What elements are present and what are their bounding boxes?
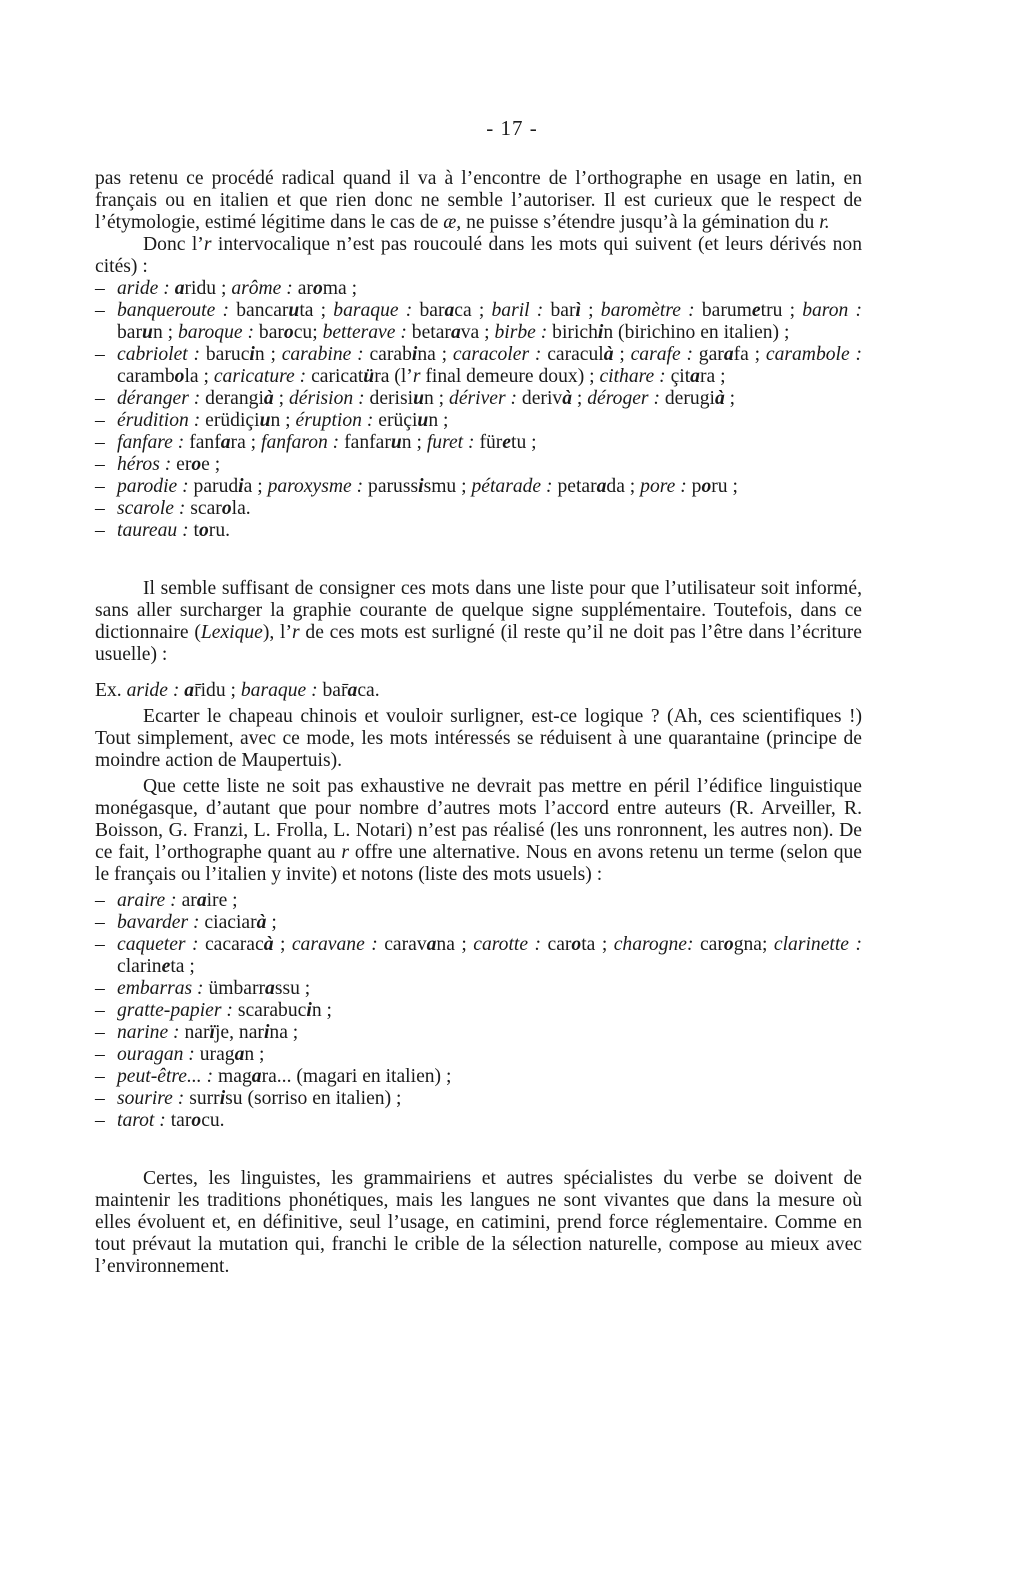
french-term: banqueroute : — [117, 300, 230, 321]
text-run: ; — [613, 344, 631, 365]
stressed-vowel: a — [184, 680, 195, 701]
french-term: carotte : — [473, 934, 542, 955]
french-term: charogne: — [613, 934, 694, 955]
stressed-vowel: o — [191, 454, 202, 475]
text-run: car — [541, 934, 572, 955]
text-run: ire ; — [206, 890, 238, 911]
stressed-vowel: i — [411, 344, 418, 365]
text-run: n ; — [311, 1000, 332, 1021]
dash-bullet: – — [95, 498, 105, 519]
french-term: carafe : — [630, 344, 693, 365]
text-run: clarin — [117, 956, 162, 977]
text-run: caricat — [306, 366, 364, 387]
stressed-vowel: à — [256, 912, 267, 933]
stressed-vowel: a — [690, 366, 700, 387]
dash-bullet: – — [95, 1000, 105, 1021]
stressed-vowel: u — [288, 300, 300, 321]
stressed-vowel: i — [597, 322, 604, 343]
french-term: fanfare : — [117, 432, 185, 453]
text-run: n ; — [423, 388, 450, 409]
stressed-vowel: u — [417, 410, 429, 431]
french-term: déranger : — [117, 388, 201, 409]
stressed-vowel: i — [306, 1000, 312, 1021]
text-run: paruss — [363, 476, 419, 497]
text-run: Que cette liste ne soit pas exhaustive ne devrait pas mettre en péril l’édifice linguistique monégasque, d’autant que pour nombre d’autres mots l’accord entre auteurs (R. Arveiller, R. Boisson, G. Franzi, L. Frolla, L. Notari) n’est pas réalisé (les uns ronronnent, les autres non). De ce fait, l’orthographe quant au — [95, 776, 862, 863]
list-item — [95, 454, 862, 476]
french-term: Lexique — [200, 622, 263, 643]
text-run: ra ; — [230, 432, 262, 453]
text-run: barum — [694, 300, 752, 321]
french-term: paroxysme : — [267, 476, 364, 497]
paragraph — [95, 578, 862, 666]
text-run: ümbarr — [203, 978, 266, 999]
list-item — [95, 978, 862, 1000]
paragraph — [95, 680, 862, 702]
text-run: nar — [179, 1022, 210, 1043]
text-run: gna; — [733, 934, 774, 955]
text-run: smu ; — [423, 476, 472, 497]
stressed-vowel: i — [249, 344, 255, 365]
french-term: r. — [819, 212, 830, 233]
text-run: n (birichino en italien) ; — [603, 322, 790, 343]
french-term: caqueter : — [117, 934, 199, 955]
text-run: bar — [412, 300, 445, 321]
text-run: ra... (magari en italien) ; — [261, 1066, 452, 1087]
stressed-vowel: à — [603, 344, 614, 365]
dash-bullet: – — [95, 410, 105, 431]
dash-bullet: – — [95, 476, 105, 497]
list-item — [95, 1044, 862, 1066]
text-run: ru ; — [711, 476, 738, 497]
stressed-vowel: a — [723, 344, 734, 365]
french-term: araire : — [117, 890, 177, 911]
text-run: n ; — [270, 410, 296, 431]
stressed-vowel: a — [426, 934, 437, 955]
text-run: gar — [692, 344, 724, 365]
stressed-vowel: u — [259, 410, 271, 431]
text-run: cu; — [293, 322, 323, 343]
text-run: ; — [724, 388, 736, 409]
text-run: für — [474, 432, 503, 453]
french-term: fanfaron : — [261, 432, 340, 453]
dash-bullet: – — [95, 454, 105, 475]
french-term: dérision : — [288, 388, 365, 409]
dash-bullet: – — [95, 278, 105, 299]
french-term: narine : — [117, 1022, 180, 1043]
word-list — [95, 890, 862, 1132]
french-term: arôme : — [231, 278, 293, 299]
text-run: Ex. — [95, 680, 127, 701]
list-item — [95, 1000, 862, 1022]
text-run: urag — [194, 1044, 235, 1065]
page-number: - 17 - — [486, 116, 538, 140]
french-term: r — [412, 366, 421, 387]
text-run: tar — [165, 1110, 192, 1131]
text-run: ca. — [357, 680, 380, 701]
french-term: déroger : — [587, 388, 660, 409]
body-text — [95, 168, 862, 1278]
french-term: baraque : — [240, 680, 318, 701]
text-run: ridu ; — [184, 278, 232, 299]
text-run: e ; — [201, 454, 221, 475]
french-term: carabine : — [281, 344, 364, 365]
stressed-vowel: i — [263, 1022, 270, 1043]
stressed-vowel: o — [174, 366, 185, 387]
text-run: n ; — [428, 410, 449, 431]
french-term: carambole : — [765, 344, 862, 365]
stressed-vowel: u — [142, 322, 153, 343]
text-run: je, nar — [214, 1022, 264, 1043]
text-run: çit — [665, 366, 691, 387]
text-run: final demeure doux) ; — [420, 366, 600, 387]
text-run: car — [693, 934, 724, 955]
french-term: pore : — [640, 476, 687, 497]
list-item — [95, 1110, 862, 1132]
stressed-vowel: u — [413, 388, 424, 409]
stressed-vowel: a — [596, 476, 607, 497]
dash-bullet: – — [95, 388, 105, 409]
text-run: ta ; — [581, 934, 614, 955]
text-run: caracul — [541, 344, 604, 365]
stressed-vowel: a — [196, 890, 207, 911]
text-run: ; — [580, 300, 601, 321]
list-item — [95, 300, 862, 344]
text-run: bar̄ — [317, 680, 348, 701]
text-run: da ; — [606, 476, 641, 497]
french-term: baron : — [802, 300, 862, 321]
dash-bullet: – — [95, 890, 105, 911]
french-term: caricature : — [213, 366, 307, 387]
stressed-vowel: ì — [575, 300, 581, 321]
french-term: baril : — [491, 300, 544, 321]
stressed-vowel: a — [444, 300, 455, 321]
text-run: n ; — [152, 322, 178, 343]
stressed-vowel: a — [234, 1044, 245, 1065]
dash-bullet: – — [95, 1088, 105, 1109]
text-run: Donc l’ — [143, 234, 204, 255]
text-run: fanf — [184, 432, 221, 453]
french-term: aride : — [126, 680, 180, 701]
text-run: ra ; — [699, 366, 726, 387]
stressed-vowel: à — [714, 388, 725, 409]
french-term: pétarade : — [471, 476, 553, 497]
french-term: dériver : — [449, 388, 518, 409]
french-term: taureau : — [117, 520, 189, 541]
text-run: carav — [377, 934, 427, 955]
dash-bullet: – — [95, 520, 105, 541]
stressed-vowel: a — [174, 278, 185, 299]
paragraph — [95, 776, 862, 886]
text-run: ; — [273, 388, 289, 409]
stressed-vowel: à — [263, 934, 274, 955]
text-run: betar — [406, 322, 451, 343]
text-run: fa ; — [733, 344, 766, 365]
text-run: ), l’ — [262, 622, 293, 643]
text-run: tu ; — [511, 432, 537, 453]
list-item — [95, 934, 862, 978]
list-item — [95, 476, 862, 498]
french-term: betterave : — [322, 322, 407, 343]
text-run: cu. — [201, 1110, 225, 1131]
french-term: parodie : — [117, 476, 189, 497]
stressed-vowel: a — [220, 432, 231, 453]
text-run: cacarac — [198, 934, 264, 955]
stressed-vowel: i — [418, 476, 424, 497]
list-item — [95, 410, 862, 432]
stressed-vowel: o — [701, 476, 712, 497]
list-item — [95, 1022, 862, 1044]
stressed-vowel: i — [219, 1088, 226, 1109]
spacer — [95, 542, 862, 578]
text-run: ru. — [208, 520, 231, 541]
french-term: cabriolet : — [117, 344, 201, 365]
text-run: n ; — [254, 344, 282, 365]
list-item — [95, 1066, 862, 1088]
text-run: n ; — [244, 1044, 265, 1065]
stressed-vowel: a — [347, 680, 358, 701]
list-item — [95, 344, 862, 388]
french-term: ouragan : — [117, 1044, 195, 1065]
french-term: aride : — [117, 278, 170, 299]
french-term: baraque : — [333, 300, 413, 321]
text-run: r̄idu ; — [194, 680, 241, 701]
list-item — [95, 388, 862, 410]
paragraph — [95, 234, 862, 278]
dash-bullet: – — [95, 1066, 105, 1087]
text-run: ciaciar — [199, 912, 257, 933]
french-term: gratte-papier : — [117, 1000, 233, 1021]
text-run: la. — [231, 498, 251, 519]
french-term: caracoler : — [452, 344, 542, 365]
french-term: clarinette : — [773, 934, 862, 955]
word-list — [95, 278, 862, 542]
text-run: va ; — [460, 322, 495, 343]
text-run: er — [171, 454, 192, 475]
stressed-vowel: o — [221, 498, 232, 519]
french-term: embarras : — [117, 978, 204, 999]
text-run: na ; — [269, 1022, 299, 1043]
spacer — [95, 1132, 862, 1168]
paragraph — [95, 706, 862, 772]
text-run: mag — [213, 1066, 252, 1087]
text-run: ca ; — [454, 300, 492, 321]
text-run: derisi — [364, 388, 414, 409]
text-run: petar — [552, 476, 597, 497]
dash-bullet: – — [95, 344, 105, 365]
text-run: la ; — [184, 366, 214, 387]
dash-bullet: – — [95, 912, 105, 933]
text-run: intervocalique n’est pas roucoulé dans les mots qui suivent (et leurs dérivés non cités) : — [95, 234, 863, 277]
text-run: bar — [543, 300, 576, 321]
stressed-vowel: o — [723, 934, 734, 955]
text-run: caramb — [117, 366, 175, 387]
french-term: scarole : — [117, 498, 186, 519]
french-term: éruption : — [295, 410, 374, 431]
list-item — [95, 432, 862, 454]
list-item — [95, 912, 862, 934]
text-run: tru ; — [760, 300, 803, 321]
stressed-vowel: ü — [363, 366, 375, 387]
stressed-vowel: e — [502, 432, 511, 453]
text-run: bar — [254, 322, 284, 343]
text-run: ma ; — [322, 278, 358, 299]
text-run: ta ; — [299, 300, 334, 321]
text-run: ; — [572, 388, 588, 409]
french-term: héros : — [117, 454, 172, 475]
text-run: parud — [188, 476, 239, 497]
stressed-vowel: à — [263, 388, 274, 409]
spacer — [95, 666, 862, 680]
text-run: fanfar — [339, 432, 391, 453]
text-run: n ; — [401, 432, 427, 453]
text-run: offre une alternative. Nous en avons retenu un terme (selon que le français ou l’italien y invite) et notons (liste des mots usuels) : — [95, 842, 862, 885]
paragraph — [95, 168, 862, 234]
stressed-vowel: a — [251, 1066, 262, 1087]
text-run: carab — [363, 344, 412, 365]
text-run: su (sorriso en italien) ; — [225, 1088, 402, 1109]
text-run: derugi — [659, 388, 715, 409]
stressed-vowel: à — [562, 388, 572, 409]
text-run: baruc — [200, 344, 250, 365]
french-term: peut-être... : — [117, 1066, 214, 1087]
french-term: sourire : — [117, 1088, 185, 1109]
dash-bullet: – — [95, 934, 105, 955]
list-item — [95, 498, 862, 520]
list-item — [95, 1088, 862, 1110]
text-run: erüçi — [373, 410, 418, 431]
french-term: birbe : — [494, 322, 548, 343]
stressed-vowel: e — [161, 956, 171, 977]
french-term: r — [341, 842, 350, 863]
text-run: na ; — [417, 344, 453, 365]
stressed-vowel: a — [265, 978, 275, 999]
french-term: bavarder : — [117, 912, 200, 933]
dash-bullet: – — [95, 978, 105, 999]
french-term: caravane : — [291, 934, 378, 955]
dash-bullet: – — [95, 1022, 105, 1043]
french-term: æ, — [443, 212, 462, 233]
list-item — [95, 278, 862, 300]
stressed-vowel: a — [450, 322, 461, 343]
text-run: Il semble suffisant de consigner ces mots dans une liste pour que l’utilisateur soit informé, sans aller surcharger la graphie courante de quelque signe supplémentaire. Toutefois, dans ce dictionnaire ( — [95, 578, 862, 643]
text-run: ssu ; — [274, 978, 311, 999]
dash-bullet: – — [95, 1110, 105, 1131]
text-run: ; — [266, 912, 277, 933]
stressed-vowel: o — [571, 934, 582, 955]
text-run: t — [188, 520, 199, 541]
stressed-vowel: o — [283, 322, 294, 343]
text-run: na ; — [436, 934, 474, 955]
text-run: ar — [292, 278, 313, 299]
list-item — [95, 890, 862, 912]
paragraph — [95, 1168, 862, 1278]
text-run: Ecarter le chapeau chinois et vouloir surligner, est-ce logique ? (Ah, ces scientifiques !) Tout simplement, avec ce mode, les mots intéressés se réduisent à une quarantaine (principe de moindre action de Maupertuis). — [95, 706, 862, 771]
stressed-vowel: e — [751, 300, 761, 321]
stressed-vowel: i — [238, 476, 244, 497]
stressed-vowel: o — [199, 520, 209, 541]
list-item — [95, 520, 862, 542]
text-run: deriv — [517, 388, 563, 409]
text-run: ; — [273, 934, 292, 955]
french-term: r — [203, 234, 212, 255]
text-run: birich — [547, 322, 598, 343]
text-run: erüdiçi — [200, 410, 260, 431]
dash-bullet: – — [95, 1044, 105, 1065]
text-run: p — [686, 476, 702, 497]
french-term: tarot : — [117, 1110, 166, 1131]
text-run: de ces mots est surligné (il reste qu’il ne doit pas l’être dans l’écriture usuelle) : — [95, 622, 862, 665]
french-term: r — [292, 622, 300, 643]
text-run: a ; — [243, 476, 268, 497]
stressed-vowel: ï — [209, 1022, 215, 1043]
stressed-vowel: u — [390, 432, 402, 453]
text-run: bar — [117, 322, 143, 343]
text-run: derangi — [200, 388, 264, 409]
text-run: surr — [184, 1088, 220, 1109]
text-run: Certes, les linguistes, les grammairiens et autres spécialistes du verbe se doivent de maintenir les traditions phonétiques, mais les langues ne sont vivantes que dans la mesure où elles évoluent et, en définitive, seul l’usage, en catimini, prend force réglementaire. Comme en tout prévaut la mutation qui, franchi le crible de la sélection naturelle, compose au mieux avec l’environnement. — [95, 1168, 862, 1277]
text-run: ar — [176, 890, 197, 911]
dash-bullet: – — [95, 432, 105, 453]
text-run: bancar — [229, 300, 289, 321]
french-term: cithare : — [599, 366, 666, 387]
text-run: ta ; — [170, 956, 195, 977]
stressed-vowel: o — [312, 278, 323, 299]
french-term: furet : — [426, 432, 475, 453]
text-run: pas retenu ce procédé radical quand il va à l’encontre de l’orthographe en usage en latin, en français ou en italien et que rien donc ne semble l’autoriser. Il est curieux que le respect de l’étymologie, estimé légitime dans le cas de — [95, 168, 862, 233]
french-term: baromètre : — [600, 300, 695, 321]
french-term: baroque : — [177, 322, 254, 343]
stressed-vowel: o — [191, 1110, 202, 1131]
dash-bullet: – — [95, 300, 105, 321]
text-run: scarabuc — [232, 1000, 307, 1021]
text-run: scar — [185, 498, 222, 519]
text-run: ra (l’ — [374, 366, 413, 387]
french-term: érudition : — [117, 410, 201, 431]
text-run: ne puisse s’étendre jusqu’à la gémination du — [461, 212, 820, 233]
